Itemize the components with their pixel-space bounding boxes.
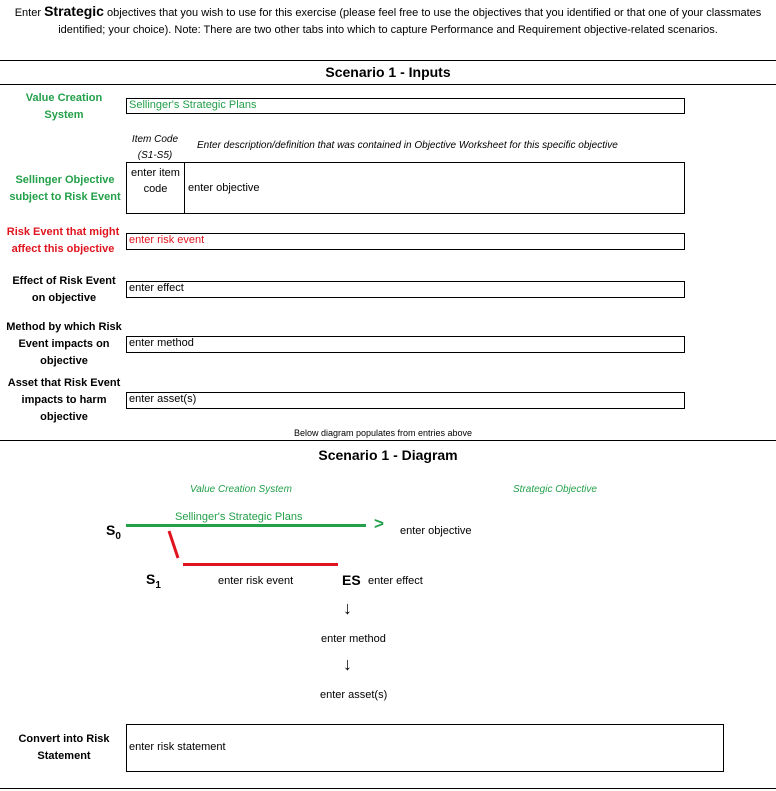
arrow-down-icon: ↓ — [343, 654, 352, 674]
value-creation-label: Value Creation System — [25, 92, 103, 121]
objective-label: Sellinger Objective subject to Risk Event — [9, 174, 121, 203]
diagram-effect: enter effect — [368, 575, 423, 587]
risk-event-label: Risk Event that might affect this objective — [6, 226, 120, 255]
effect-input[interactable] — [126, 281, 685, 298]
intro-prefix: Enter — [14, 7, 41, 19]
risk-event-input[interactable] — [126, 233, 685, 250]
item-code-value: enter item code — [131, 167, 180, 195]
intro-body: objectives that you wish to use for this exercise (please feel free to use the objectives that you identified or that one of your classmates identified; your choice). Note: There are two other tabs into which to capture Performance and Requirement objective-related scenarios. — [58, 7, 762, 36]
description-header: Enter description/definition that was contained in Objective Worksheet for this specific objective — [197, 140, 618, 151]
convert-label: Convert into Risk Statement — [18, 733, 110, 762]
divider — [0, 440, 776, 441]
s1-subscript: 1 — [155, 579, 161, 591]
risk-event-value: enter risk event — [129, 234, 205, 246]
diagram-method: enter method — [321, 633, 386, 645]
intro-keyword: Strategic — [44, 3, 104, 19]
method-input[interactable] — [126, 336, 685, 353]
so-header: Strategic Objective — [513, 484, 597, 495]
diagram-risk-event: enter risk event — [218, 575, 294, 587]
risk-branch-line — [160, 528, 190, 564]
objective-table — [126, 162, 685, 214]
s0-subscript: 0 — [115, 530, 121, 542]
effect-label: Effect of Risk Event on objective — [12, 275, 116, 304]
s1-label: $S_1$ — [146, 571, 161, 591]
diagram-title: Scenario 1 - Diagram — [318, 447, 458, 463]
value-creation-input[interactable] — [126, 98, 685, 114]
s0-label: $S_0$ — [106, 522, 121, 542]
asset-input[interactable] — [126, 392, 685, 409]
asset-label: Asset that Risk Event impacts to harm objective — [7, 377, 121, 423]
objective-value: enter objective — [188, 182, 260, 194]
es-label: ES — [342, 572, 361, 588]
item-code-header: Item Code (S1-S5) — [131, 134, 179, 161]
risk-statement-value: enter risk statement — [129, 741, 226, 753]
arrow-down-icon: ↓ — [343, 598, 352, 618]
method-value: enter method — [129, 337, 194, 349]
risk-statement-input[interactable] — [126, 724, 724, 772]
divider — [0, 788, 776, 789]
method-label: Method by which Risk Event impacts on objective — [6, 321, 122, 367]
diagram-asset: enter asset(s) — [320, 689, 388, 701]
risk-event-line — [183, 563, 338, 566]
objective-input[interactable] — [188, 182, 260, 195]
diagram-note: Below diagram populates from entries above — [293, 428, 473, 438]
item-code-input[interactable] — [127, 163, 185, 213]
intro-text — [10, 3, 766, 39]
value-creation-line — [126, 524, 366, 527]
divider — [0, 84, 776, 85]
arrow-right: > — [374, 514, 384, 533]
diagram-objective: enter objective — [400, 525, 472, 537]
effect-value: enter effect — [129, 282, 184, 294]
value-creation-value: Sellinger's Strategic Plans — [129, 99, 257, 111]
divider — [0, 60, 776, 61]
plans-text: Sellinger's Strategic Plans — [175, 511, 303, 523]
vcs-header: Value Creation System — [190, 484, 292, 495]
inputs-title: Scenario 1 - Inputs — [325, 64, 451, 80]
asset-value: enter asset(s) — [129, 393, 197, 405]
